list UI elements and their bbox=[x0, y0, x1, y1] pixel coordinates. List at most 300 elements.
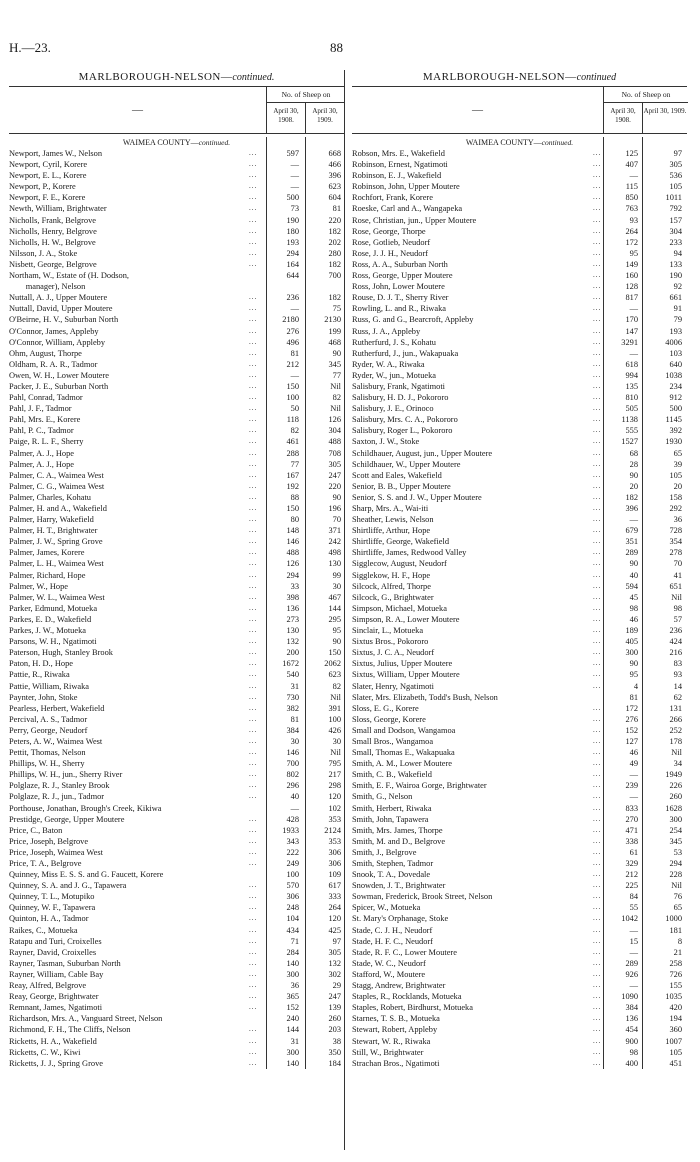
table-row bbox=[352, 814, 687, 825]
sheep-1909: 500 bbox=[669, 404, 682, 414]
table-row bbox=[9, 1058, 344, 1069]
owner-name: Pattie, R., Riwaka bbox=[9, 670, 70, 680]
sheep-1909: 228 bbox=[669, 870, 682, 880]
table-row bbox=[9, 913, 344, 924]
owner-name: Palmer, H. and A., Wakefield bbox=[9, 504, 107, 513]
sheep-1908: 90 bbox=[629, 659, 638, 669]
leader-dots: ... bbox=[593, 814, 602, 823]
sheep-1909: 41 bbox=[673, 570, 682, 580]
sheep-1909: Nil bbox=[330, 404, 341, 414]
leader-dots: ... bbox=[593, 570, 602, 579]
sheep-1908: 81 bbox=[290, 714, 299, 724]
owner-name: Palmer, W. L., Waimea West bbox=[9, 592, 105, 602]
sheep-1908: 1138 bbox=[621, 415, 638, 425]
table-row bbox=[9, 392, 344, 403]
sheep-1908: — bbox=[629, 792, 638, 802]
sheep-1909: 280 bbox=[328, 248, 341, 258]
leader-dots: ... bbox=[593, 1036, 602, 1045]
sheep-1908: 55 bbox=[629, 903, 638, 913]
sheep-1909: 4006 bbox=[665, 337, 682, 347]
sheep-1908: 1090 bbox=[621, 992, 638, 1002]
sheep-1908: 49 bbox=[629, 759, 638, 769]
leader-dots: ... bbox=[593, 903, 602, 912]
sheep-1909: 70 bbox=[673, 559, 682, 569]
sheep-1909: 220 bbox=[328, 215, 341, 225]
table-row bbox=[352, 836, 687, 847]
leader-dots: ... bbox=[249, 1047, 258, 1056]
sheep-1908: 570 bbox=[286, 881, 299, 891]
owner-name: Simpson, R. A., Lower Moutere bbox=[352, 614, 460, 624]
leader-dots: ... bbox=[249, 958, 258, 967]
owner-name: Stade, H. F. C., Neudorf bbox=[352, 936, 433, 946]
leader-dots: ... bbox=[249, 1036, 258, 1045]
sheep-1909: 8 bbox=[677, 936, 682, 946]
sheep-1909: 182 bbox=[328, 293, 341, 303]
sheep-1909: 65 bbox=[673, 903, 682, 913]
left-table-body bbox=[9, 137, 344, 1069]
leader-dots: ... bbox=[249, 393, 258, 402]
sheep-1909: 604 bbox=[328, 193, 341, 203]
sheep-1909: 254 bbox=[669, 825, 682, 835]
owner-name: Polglaze, R. J., jun., Tadmor bbox=[9, 792, 105, 802]
leader-dots: ... bbox=[249, 437, 258, 446]
sheep-1908: 1672 bbox=[282, 659, 299, 669]
table-row bbox=[352, 1013, 687, 1024]
right-column-title bbox=[352, 68, 687, 86]
sheep-1908: 31 bbox=[290, 681, 299, 691]
sheep-1909: 306 bbox=[328, 859, 341, 868]
owner-name: Newth, William, Brightwater bbox=[9, 204, 107, 214]
table-row bbox=[9, 181, 344, 192]
left-header-sheep-count: No. of Sheep on bbox=[266, 87, 345, 103]
leader-dots: ... bbox=[249, 537, 258, 546]
sheep-1908: — bbox=[290, 370, 299, 380]
sheep-1909: 194 bbox=[669, 1014, 682, 1024]
table-row bbox=[352, 547, 687, 558]
owner-name: Shirtliffe, Arthur, Hope bbox=[352, 526, 431, 536]
sheep-1908: 148 bbox=[286, 526, 299, 536]
sheep-1908: — bbox=[629, 171, 638, 181]
table-row bbox=[9, 270, 344, 281]
leader-dots: ... bbox=[249, 770, 258, 779]
table-row bbox=[9, 381, 344, 392]
table-row bbox=[9, 359, 344, 370]
owner-name: Prestidge, George, Upper Moutere bbox=[9, 814, 125, 824]
table-row bbox=[9, 326, 344, 337]
sheep-1909: 203 bbox=[328, 1025, 341, 1035]
sheep-1908: — bbox=[290, 803, 299, 813]
sheep-1908: 343 bbox=[286, 836, 299, 846]
sheep-1908: 28 bbox=[629, 459, 638, 469]
sheep-1909: 81 bbox=[332, 204, 341, 214]
table-row bbox=[9, 226, 344, 237]
sheep-1908: — bbox=[629, 515, 638, 525]
owner-name: Stafford, W., Moutere bbox=[352, 969, 426, 979]
sheep-1909: 144 bbox=[328, 603, 341, 613]
sheep-1908: 68 bbox=[629, 448, 638, 458]
sheep-1909: 157 bbox=[669, 215, 682, 225]
leader-dots: ... bbox=[249, 681, 258, 690]
sheep-1908: 338 bbox=[625, 836, 638, 846]
leader-dots: ... bbox=[249, 559, 258, 568]
sheep-1909: 661 bbox=[669, 293, 682, 303]
sheep-1908: 496 bbox=[286, 337, 299, 347]
sheep-1909: 102 bbox=[328, 803, 341, 813]
table-row bbox=[9, 714, 344, 725]
leader-dots: ... bbox=[249, 515, 258, 524]
table-row bbox=[352, 192, 687, 203]
leader-dots: ... bbox=[249, 160, 258, 169]
table-row bbox=[9, 459, 344, 470]
owner-name: Pahl, P. C., Tadmor bbox=[9, 426, 74, 436]
left-section-continued: continued. bbox=[198, 138, 231, 147]
owner-name: Palmer, A. J., Hope bbox=[9, 448, 75, 458]
owner-name: Rowling, L. and R., Riwaka bbox=[352, 304, 446, 314]
sheep-1909: 795 bbox=[328, 759, 341, 769]
leader-dots: ... bbox=[249, 492, 258, 501]
sheep-1908: 15 bbox=[629, 936, 638, 946]
table-row bbox=[352, 969, 687, 980]
table-row bbox=[352, 769, 687, 780]
sheep-1909: 82 bbox=[332, 681, 341, 691]
sheep-1909: 306 bbox=[328, 847, 341, 857]
sheep-1909: 651 bbox=[669, 581, 682, 591]
owner-name: Silcock, Alfred, Thorpe bbox=[352, 581, 431, 591]
sheep-1909: 216 bbox=[669, 648, 682, 658]
owner-name: Stewart, W. R., Riwaka bbox=[352, 1036, 431, 1046]
sheep-1908: 810 bbox=[625, 393, 638, 403]
table-row bbox=[9, 337, 344, 348]
owner-name: Parkes, E. D., Wakefield bbox=[9, 614, 92, 624]
sheep-1908: 73 bbox=[290, 204, 299, 214]
right-header-1909: April 30, 1909. bbox=[642, 102, 687, 133]
sheep-1908: 264 bbox=[625, 226, 638, 236]
sheep-1908: 289 bbox=[625, 958, 638, 968]
table-row bbox=[352, 215, 687, 226]
leader-dots: ... bbox=[249, 204, 258, 213]
table-row bbox=[352, 558, 687, 569]
sheep-1909: 536 bbox=[669, 171, 682, 181]
owner-name: Small Bros., Wangamoa bbox=[352, 736, 434, 746]
sheep-1908: 273 bbox=[286, 614, 299, 624]
sheep-1909: 90 bbox=[332, 492, 341, 502]
leader-dots: ... bbox=[593, 681, 602, 690]
owner-name: Stade, C. J. H., Neudorf bbox=[352, 925, 433, 935]
owner-name: Stewart, Robert, Appleby bbox=[352, 1025, 438, 1035]
leader-dots: ... bbox=[593, 759, 602, 768]
sheep-1909: 100 bbox=[328, 714, 341, 724]
sheep-1909: 247 bbox=[328, 470, 341, 480]
table-row bbox=[9, 825, 344, 836]
owner-name: Palmer, Harry, Wakefield bbox=[9, 515, 94, 525]
table-row bbox=[352, 636, 687, 647]
owner-name: Starnes, T. S. B., Motueka bbox=[352, 1014, 440, 1024]
table-row bbox=[9, 170, 344, 181]
sheep-1908: 118 bbox=[286, 415, 299, 425]
owner-name: Stagg, Andrew, Brightwater bbox=[352, 981, 446, 991]
leader-dots: ... bbox=[593, 481, 602, 490]
sheep-1909: 247 bbox=[328, 992, 341, 1002]
left-header-1908: April 30, 1908. bbox=[266, 102, 305, 133]
leader-dots: ... bbox=[593, 359, 602, 368]
sheep-1909: 396 bbox=[328, 171, 341, 181]
table-row bbox=[9, 547, 344, 558]
table-row bbox=[9, 314, 344, 325]
right-title-continued: continued bbox=[576, 72, 617, 83]
owner-name: Smith, J., Belgrove bbox=[352, 847, 417, 857]
leader-dots: ... bbox=[593, 870, 602, 879]
sheep-1908: 71 bbox=[290, 936, 299, 946]
table-row bbox=[352, 703, 687, 714]
table-row bbox=[352, 902, 687, 913]
sheep-1909: 36 bbox=[673, 515, 682, 525]
table-row bbox=[352, 780, 687, 791]
table-row bbox=[352, 758, 687, 769]
table-row bbox=[352, 681, 687, 692]
leader-dots: ... bbox=[593, 603, 602, 612]
table-row bbox=[352, 603, 687, 614]
owner-name: Pahl, Mrs. E., Korere bbox=[9, 415, 81, 425]
owner-name: Nisbett, George, Belgrove bbox=[9, 259, 97, 269]
leader-dots: ... bbox=[249, 348, 258, 357]
owner-name: Quinney, S. A. and J. G., Tapawera bbox=[9, 881, 127, 891]
leader-dots: ... bbox=[249, 237, 258, 246]
table-row bbox=[352, 736, 687, 747]
column-divider bbox=[344, 70, 345, 1150]
leader-dots: ... bbox=[593, 736, 602, 745]
sheep-1908: 540 bbox=[286, 670, 299, 680]
sheep-1909: 304 bbox=[669, 226, 682, 236]
leader-dots: ... bbox=[249, 947, 258, 956]
sheep-1909: Nil bbox=[330, 692, 341, 702]
table-row bbox=[9, 902, 344, 913]
table-row bbox=[9, 592, 344, 603]
sheep-1908: 182 bbox=[625, 492, 638, 502]
table-row bbox=[352, 1058, 687, 1069]
sheep-1908: 289 bbox=[625, 548, 638, 558]
leader-dots: ... bbox=[249, 748, 258, 757]
sheep-1909: 1035 bbox=[665, 992, 682, 1002]
leader-dots: ... bbox=[593, 1014, 602, 1023]
sheep-1908: 132 bbox=[286, 637, 299, 647]
owner-name: Polglaze, R. J., Stanley Brook bbox=[9, 781, 110, 791]
owner-name: Sixtus Bros., Pokororo bbox=[352, 637, 429, 647]
leader-dots: ... bbox=[249, 670, 258, 679]
table-row bbox=[9, 747, 344, 758]
sheep-1908: 236 bbox=[286, 293, 299, 303]
sheep-1908: 926 bbox=[625, 969, 638, 979]
leader-dots: ... bbox=[249, 914, 258, 923]
owner-name: Ricketts, C. W., Kiwi bbox=[9, 1047, 81, 1057]
owner-name: Palmer, L. H., Waimea West bbox=[9, 559, 104, 569]
sheep-1908: 365 bbox=[286, 992, 299, 1002]
owner-name: Senior, S. S. and J. W., Upper Moutere bbox=[352, 492, 482, 502]
owner-name: Saxton, J. W., Stoke bbox=[352, 437, 420, 447]
sheep-1908: 300 bbox=[286, 969, 299, 979]
table-row bbox=[352, 303, 687, 314]
table-row bbox=[9, 192, 344, 203]
right-rows bbox=[352, 148, 687, 1069]
sheep-1908: 170 bbox=[625, 315, 638, 325]
sheep-1908: 428 bbox=[286, 814, 299, 824]
owner-name: Paton, H. D., Hope bbox=[9, 659, 73, 669]
sheep-1909: 21 bbox=[673, 947, 682, 957]
leader-dots: ... bbox=[249, 182, 258, 191]
sheep-1909: 155 bbox=[669, 981, 682, 991]
leader-dots: ... bbox=[249, 504, 258, 512]
right-header-sheep-count: No. of Sheep on bbox=[603, 87, 688, 103]
leader-dots: ... bbox=[593, 526, 602, 535]
sheep-1908: 125 bbox=[625, 149, 638, 158]
table-row bbox=[352, 292, 687, 303]
owner-name: Reay, George, Brightwater bbox=[9, 992, 99, 1002]
table-row bbox=[352, 803, 687, 814]
sheep-1908: 730 bbox=[286, 692, 299, 702]
owner-name: Ross, A. A., Suburban North bbox=[352, 259, 448, 269]
table-row bbox=[9, 603, 344, 614]
leader-dots: ... bbox=[593, 748, 602, 757]
table-row bbox=[352, 592, 687, 603]
sheep-1909: 242 bbox=[328, 537, 341, 547]
sheep-1908: 33 bbox=[290, 581, 299, 591]
sheep-1909: 2124 bbox=[324, 825, 341, 835]
sheep-1908: 4 bbox=[633, 681, 638, 691]
table-row bbox=[352, 459, 687, 470]
leader-dots: ... bbox=[249, 969, 258, 978]
leader-dots: ... bbox=[249, 315, 258, 324]
sheep-1908: 276 bbox=[286, 326, 299, 336]
leader-dots: ... bbox=[249, 836, 258, 845]
owner-name: Russ, J. A., Appleby bbox=[352, 326, 421, 336]
owner-name: Packer, J. E., Suburban North bbox=[9, 381, 109, 391]
table-row bbox=[9, 780, 344, 791]
owner-name: Palmer, James, Korere bbox=[9, 548, 85, 558]
sheep-1909: 75 bbox=[332, 304, 341, 314]
owner-name: Price, C., Baton bbox=[9, 825, 63, 835]
owner-name: Palmer, Charles, Kohatu bbox=[9, 492, 91, 502]
sheep-1909: 305 bbox=[328, 947, 341, 957]
table-row bbox=[9, 159, 344, 170]
sheep-1908: 50 bbox=[290, 404, 299, 414]
sheep-1909: 333 bbox=[328, 892, 341, 902]
leader-dots: ... bbox=[593, 348, 602, 357]
sheep-1909: 623 bbox=[328, 670, 341, 680]
sheep-1909: 623 bbox=[328, 182, 341, 192]
table-row bbox=[352, 281, 687, 292]
leader-dots: ... bbox=[593, 847, 602, 856]
table-row bbox=[9, 215, 344, 226]
sheep-1908: 817 bbox=[625, 293, 638, 303]
leader-dots: ... bbox=[593, 193, 602, 202]
sheep-1908: 382 bbox=[286, 703, 299, 713]
owner-name: Roeske, Carl and A., Wangapeka bbox=[352, 204, 463, 214]
owner-name: Staples, R., Rocklands, Motueka bbox=[352, 992, 462, 1002]
sheep-1909: 912 bbox=[669, 393, 682, 403]
owner-name: Shirtliffe, George, Wakefield bbox=[352, 537, 450, 547]
sheep-1908: 61 bbox=[629, 847, 638, 857]
sheep-1908: 850 bbox=[625, 193, 638, 203]
leader-dots: ... bbox=[593, 370, 602, 379]
sheep-1909: 65 bbox=[673, 448, 682, 458]
leader-dots: ... bbox=[593, 315, 602, 324]
sheep-1908: 140 bbox=[286, 1058, 299, 1068]
owner-name: Price, T. A., Belgrove bbox=[9, 859, 82, 868]
sheep-1909: 39 bbox=[673, 459, 682, 469]
owner-name: Palmer, J. W., Spring Grove bbox=[9, 537, 103, 547]
owner-name: Parsons, W. H., Ngatimoti bbox=[9, 637, 97, 647]
table-row bbox=[352, 1002, 687, 1013]
table-row bbox=[352, 1036, 687, 1047]
leader-dots: ... bbox=[249, 293, 258, 302]
sheep-1908: 190 bbox=[286, 215, 299, 225]
sheep-1908: 98 bbox=[629, 603, 638, 613]
leader-dots: ... bbox=[249, 226, 258, 235]
sheep-1908: 306 bbox=[286, 892, 299, 902]
sheep-1908: 505 bbox=[625, 404, 638, 414]
leader-dots: ... bbox=[593, 404, 602, 413]
leader-dots: ... bbox=[593, 215, 602, 224]
owner-name: manager), Nelson bbox=[9, 282, 86, 292]
leader-dots: ... bbox=[249, 992, 258, 1001]
leader-dots: ... bbox=[593, 992, 602, 1001]
sheep-1908: 300 bbox=[286, 1047, 299, 1057]
sheep-1909: 182 bbox=[328, 259, 341, 269]
leader-dots: ... bbox=[593, 803, 602, 812]
table-row bbox=[352, 925, 687, 936]
owner-name: Smith, John, Tapawera bbox=[352, 814, 429, 824]
leader-dots: ... bbox=[249, 581, 258, 590]
table-row bbox=[9, 836, 344, 847]
table-row bbox=[9, 303, 344, 314]
table-row bbox=[352, 880, 687, 891]
sheep-1908: 147 bbox=[625, 326, 638, 336]
sheep-1909: 181 bbox=[669, 925, 682, 935]
owner-name: Slater, Mrs. Elizabeth, Todd's Bush, Nelson bbox=[352, 692, 498, 702]
owner-name: Newport, James W., Nelson bbox=[9, 149, 103, 158]
sheep-1908: 763 bbox=[625, 204, 638, 214]
table-row bbox=[352, 991, 687, 1002]
leader-dots: ... bbox=[249, 426, 258, 435]
sheep-1909: 345 bbox=[669, 836, 682, 846]
sheep-1909: 467 bbox=[328, 592, 341, 602]
sheep-1909: 133 bbox=[669, 259, 682, 269]
owner-name: Remnant, James, Ngatimoti bbox=[9, 1003, 103, 1013]
sheep-1908: 555 bbox=[625, 426, 638, 436]
table-row bbox=[352, 370, 687, 381]
table-row bbox=[352, 669, 687, 680]
leader-dots: ... bbox=[593, 248, 602, 257]
table-row bbox=[9, 625, 344, 636]
sheep-1908: 400 bbox=[625, 1058, 638, 1068]
table-row bbox=[9, 703, 344, 714]
sheep-1908: 300 bbox=[625, 648, 638, 658]
sheep-1908: 384 bbox=[625, 1003, 638, 1013]
sheep-1908: 200 bbox=[286, 648, 299, 658]
sheep-1908: 384 bbox=[286, 725, 299, 735]
sheep-1908: 150 bbox=[286, 381, 299, 391]
leader-dots: ... bbox=[249, 149, 258, 157]
table-row bbox=[352, 170, 687, 181]
owner-name: Sloss, George, Korere bbox=[352, 714, 426, 724]
table-row bbox=[352, 348, 687, 359]
sheep-1908: 136 bbox=[286, 603, 299, 613]
left-column-title bbox=[9, 68, 344, 86]
table-row bbox=[352, 326, 687, 337]
owner-name: Northam, W., Estate of (H. Dodson, bbox=[9, 271, 130, 281]
right-header-name-column: — bbox=[472, 104, 483, 116]
table-row bbox=[9, 436, 344, 447]
sheep-1908: 1527 bbox=[621, 437, 638, 447]
